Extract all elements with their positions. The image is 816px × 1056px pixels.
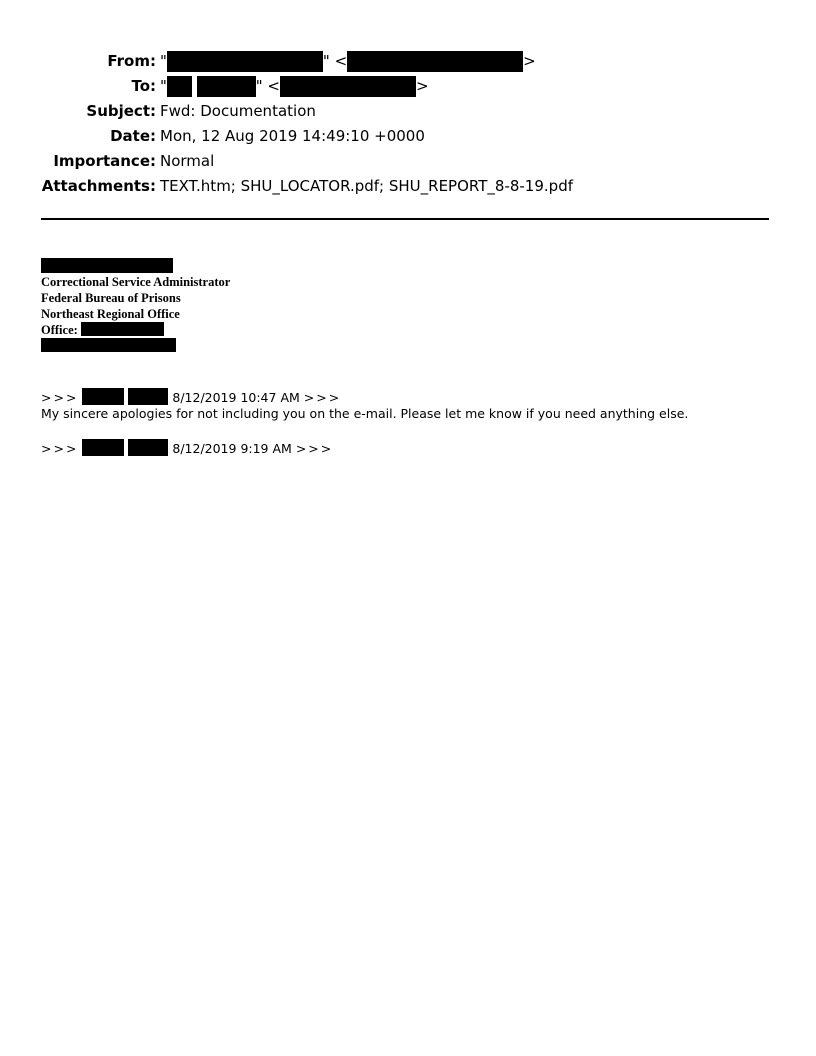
message-1-header [41, 388, 341, 406]
to-last-name-redaction [197, 76, 256, 97]
to-row [0, 75, 760, 97]
to-angle-open: < [267, 77, 280, 95]
message-1-prefix: >>> [41, 390, 79, 405]
importance-value: Normal [160, 152, 215, 170]
attachments-value: TEXT.htm; SHU_LOCATOR.pdf; SHU_REPORT_8-8-19.pdf [160, 177, 573, 195]
signature-office-region: Northeast Regional Office [41, 307, 180, 321]
message-1-sender-last-redaction [128, 388, 168, 405]
message-1-text: My sincere apologies for not including you on the e-mail. Please let me know if you need anything else. [41, 406, 689, 421]
date-value: Mon, 12 Aug 2019 14:49:10 +0000 [160, 127, 425, 145]
message-2-suffix: >>> [295, 441, 334, 456]
message-1-sender-first-redaction [82, 388, 124, 405]
from-angle-close: > [523, 52, 536, 70]
from-quote-close: " [322, 52, 330, 70]
signature-title: Correctional Service Administrator [41, 275, 231, 289]
to-quote-open: " [160, 77, 167, 95]
signature-org: Federal Bureau of Prisons [41, 291, 181, 305]
signature-office-label: Office: [41, 323, 78, 337]
sender-name-redaction [41, 258, 173, 273]
attachments-row [0, 175, 760, 197]
from-email-redaction [347, 51, 523, 72]
signature-extra-redaction [41, 338, 176, 352]
message-1-suffix: >>> [303, 390, 342, 405]
importance-label: Importance: [53, 152, 156, 170]
to-value [160, 75, 429, 97]
to-angle-close: > [415, 77, 429, 95]
message-2-sender-first-redaction [82, 439, 124, 456]
subject-row [0, 100, 760, 122]
attachments-label: Attachments: [41, 177, 156, 195]
signature-office-line [41, 322, 164, 338]
from-value [160, 50, 536, 72]
office-phone-redaction [81, 322, 164, 336]
date-label: Date: [110, 127, 156, 145]
subject-label: Subject: [86, 102, 156, 120]
header-divider [41, 218, 769, 220]
from-label: From: [107, 52, 156, 70]
message-2-timestamp: 8/12/2019 9:19 AM [172, 441, 292, 456]
importance-row [0, 150, 760, 172]
message-2-header [41, 439, 333, 457]
to-first-name-redaction [167, 76, 192, 97]
from-row [0, 50, 760, 72]
from-name-redaction [167, 51, 323, 72]
to-email-redaction [280, 76, 416, 97]
to-label: To: [131, 77, 156, 95]
from-quote-open: " [160, 52, 167, 70]
to-quote-close: " [255, 77, 263, 95]
message-2-prefix: >>> [41, 441, 79, 456]
from-angle-open: < [334, 52, 348, 70]
date-row [0, 125, 760, 147]
message-1-timestamp: 8/12/2019 10:47 AM [172, 390, 300, 405]
subject-value: Fwd: Documentation [160, 102, 316, 120]
message-2-sender-last-redaction [128, 439, 168, 456]
